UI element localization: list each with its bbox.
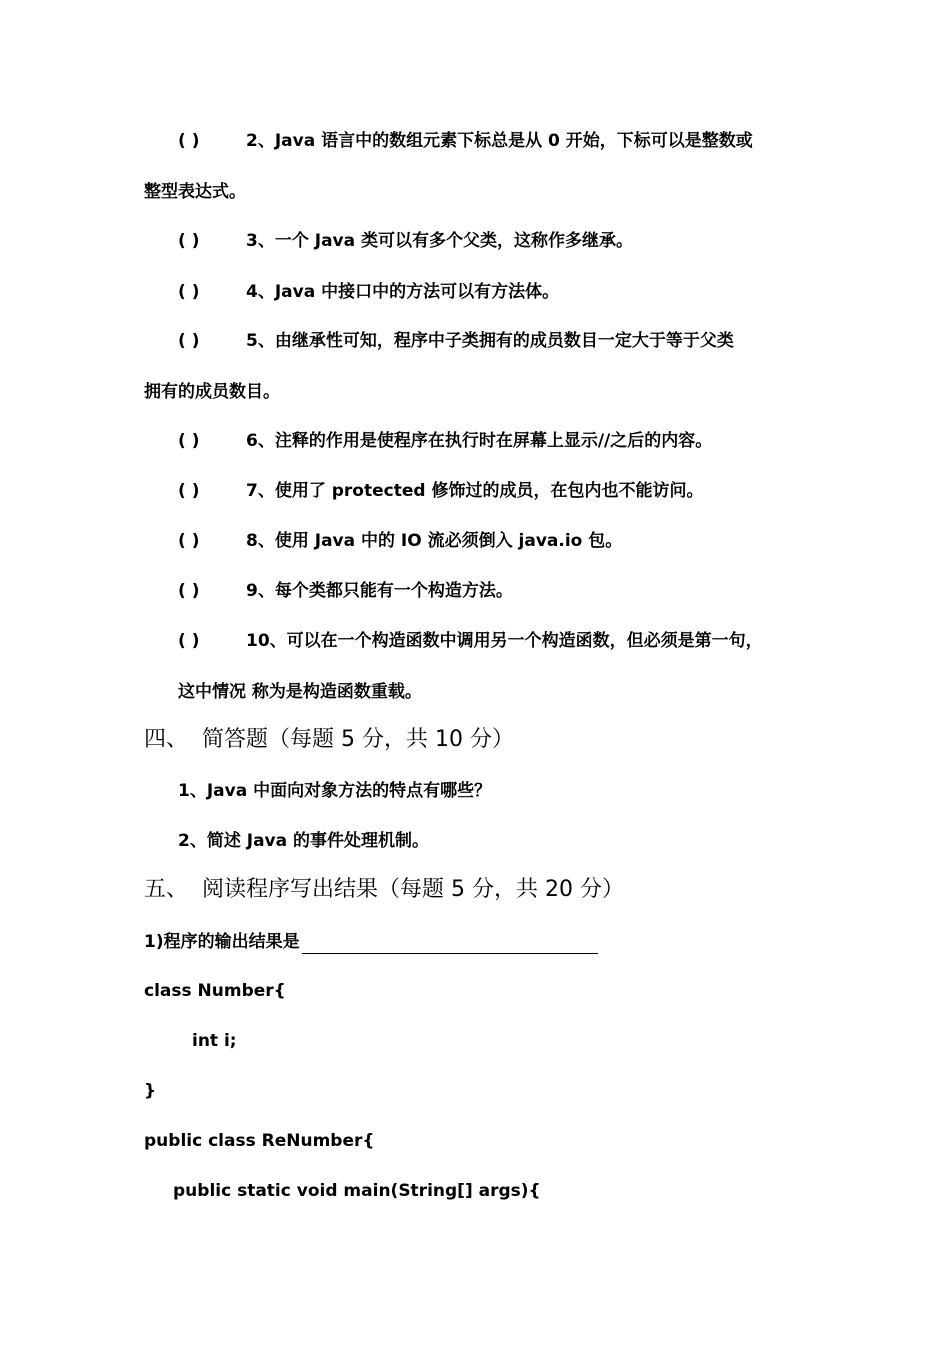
tf-item-2-continuation: 整型表达式。 <box>144 182 246 202</box>
tf-item-3 <box>178 229 633 253</box>
section-4-heading <box>144 725 514 755</box>
section-number: 四、 <box>144 727 189 752</box>
tf-item-text: 9、每个类都只能有一个构造方法。 <box>246 581 513 601</box>
answer-paren[interactable]: ( ) <box>178 531 200 551</box>
tf-item-text: 5、由继承性可知，程序中子类拥有的成员数目一定大于等于父类 <box>246 331 734 351</box>
tf-item-text: 2、Java 语言中的数组元素下标总是从 0 开始，下标可以是整数或 <box>246 131 753 151</box>
answer-paren[interactable]: ( ) <box>178 331 200 351</box>
answer-paren[interactable]: ( ) <box>178 131 200 151</box>
answer-paren[interactable]: ( ) <box>178 581 200 601</box>
question-label: 1)程序的输出结果是 <box>144 932 300 952</box>
short-answer-question-2: 2、简述 Java 的事件处理机制。 <box>178 831 430 851</box>
code-line: public static void main(String[] args){ <box>173 1181 541 1201</box>
section-title: 简答题（每题 5 分，共 10 分） <box>202 727 514 752</box>
tf-item-6 <box>178 429 712 453</box>
tf-item-text: 4、Java 中接口中的方法可以有方法体。 <box>246 282 560 302</box>
code-line: } <box>144 1081 157 1101</box>
tf-item-8 <box>178 529 622 553</box>
code-line: class Number{ <box>144 981 286 1001</box>
tf-item-10 <box>178 629 763 653</box>
code-line: int i; <box>192 1031 237 1051</box>
tf-item-10-continuation: 这中情况 称为是构造函数重载。 <box>178 682 422 702</box>
answer-paren[interactable]: ( ) <box>178 631 200 651</box>
tf-item-9 <box>178 579 513 603</box>
tf-item-5-continuation: 拥有的成员数目。 <box>144 382 280 402</box>
tf-item-text: 7、使用了 protected 修饰过的成员，在包内也不能访问。 <box>246 481 704 501</box>
tf-item-7 <box>178 479 703 503</box>
short-answer-question-1: 1、Java 中面向对象方法的特点有哪些？ <box>178 781 492 801</box>
tf-item-text: 8、使用 Java 中的 IO 流必须倒入 java.io 包。 <box>246 531 623 551</box>
tf-item-text: 10、可以在一个构造函数中调用另一个构造函数，但必须是第一句， <box>246 631 763 651</box>
tf-item-5 <box>178 329 734 353</box>
answer-paren[interactable]: ( ) <box>178 431 200 451</box>
answer-paren[interactable]: ( ) <box>178 231 200 251</box>
section-5-heading <box>144 875 624 905</box>
tf-item-text: 3、一个 Java 类可以有多个父类，这称作多继承。 <box>246 231 634 251</box>
tf-item-2 <box>178 129 753 153</box>
section-title: 阅读程序写出结果（每题 5 分，共 20 分） <box>202 877 624 902</box>
answer-blank[interactable] <box>302 933 598 954</box>
answer-paren[interactable]: ( ) <box>178 282 200 302</box>
tf-item-text: 6、注释的作用是使程序在执行时在屏幕上显示//之后的内容。 <box>246 431 713 451</box>
answer-paren[interactable]: ( ) <box>178 481 200 501</box>
code-line: public class ReNumber{ <box>144 1131 375 1151</box>
program-question-1 <box>144 930 598 954</box>
section-number: 五、 <box>144 877 189 902</box>
tf-item-4 <box>178 280 559 304</box>
